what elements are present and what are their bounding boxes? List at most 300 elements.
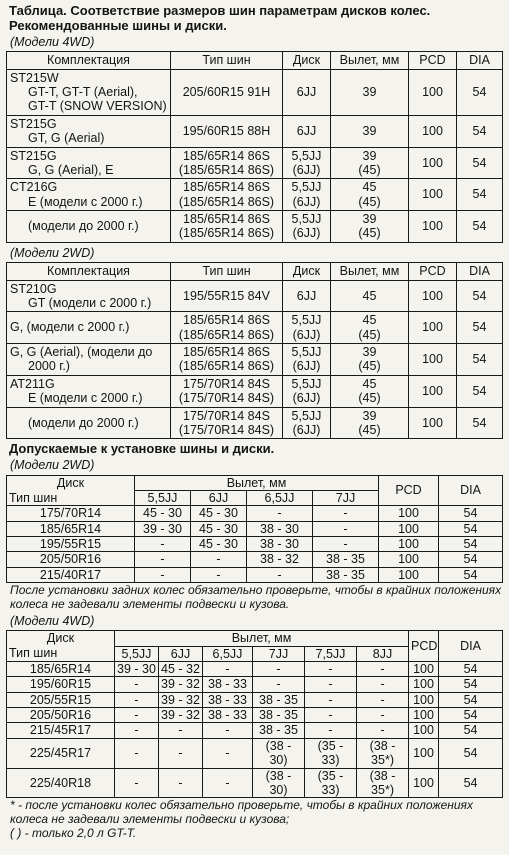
offset-value: 39 [362,408,377,423]
column-header: Комплектация [7,52,171,69]
offset-value: 45 [362,180,377,195]
trim-line: G, G (Aerial), E [28,162,114,177]
tire-value: 205/60R15 91H [182,85,271,99]
value-cell: (38 - 30) [253,738,305,768]
value-cell: - [357,708,409,723]
value-cell: 38 - 30 [247,537,313,552]
offset-cell [331,312,409,344]
pcd-cell: 100 [409,344,457,376]
value-cell: - [305,677,357,692]
value-cell: 54 [439,677,503,692]
value-cell: (35 - 33) [305,768,357,798]
value-cell: - [135,552,191,567]
value-cell: 39 - 32 [159,677,203,692]
dia-cell: 54 [457,407,503,439]
tire-value: 195/60R15 88H [182,123,271,138]
value-cell: - [305,723,357,738]
table-header-row [7,52,503,69]
tire-value: (175/70R14 84S) [178,391,275,406]
tire-cell [171,344,283,376]
column-header: Тип шин [171,52,283,69]
value-cell: - [313,521,379,536]
pcd-header: PCD [409,631,439,662]
table-row [7,115,503,147]
table-row [7,375,503,407]
trim-line: AT211G [10,376,55,391]
offset-header: Вылет, мм [115,631,409,646]
table-row [7,552,503,567]
value-cell: 38 - 33 [203,708,253,723]
width-header: 7JJ [313,490,379,505]
pcd-cell: 100 [409,312,457,344]
table3-models-label: (Модели 2WD) [10,458,95,473]
value-cell: - [313,537,379,552]
tire-value: (185/65R14 86S) [178,359,275,374]
trim-line: GT, G (Aerial) [28,131,105,146]
value-cell: - [305,661,357,676]
value-cell: 45 - 30 [135,506,191,521]
tire-size-cell: 195/55R15 [7,537,135,552]
value-cell: - [159,768,203,798]
value-cell: - [247,567,313,582]
disk-value: (6JJ) [292,327,321,342]
offset-cell [331,280,409,312]
width-header: 6JJ [191,490,247,505]
tire-value: 185/65R14 86S [183,180,270,195]
value-cell: 100 [409,723,439,738]
width-header: 6JJ [159,646,203,661]
column-header: Тип шин [171,263,283,280]
value-cell: 100 [409,708,439,723]
value-cell: - [357,661,409,676]
disk-value: 6JJ [296,123,317,138]
value-cell: - [305,708,357,723]
table-row [7,179,503,211]
value-cell: - [313,506,379,521]
dia-cell: 54 [457,375,503,407]
table-row [7,506,503,521]
value-cell: 38 - 35 [313,552,379,567]
disk-value: (6JJ) [292,359,321,374]
value-cell: 54 [439,708,503,723]
value-cell: 54 [439,552,503,567]
trim-cell [7,407,171,439]
disk-cell [283,115,331,147]
disk-value: 5,5JJ [291,148,322,163]
table2-models-label: (Модели 2WD) [10,245,95,260]
column-header: PCD [409,52,457,69]
table-row [7,211,503,243]
value-cell: - [191,552,247,567]
tire-value: 185/65R14 86S [183,212,270,226]
offset-value: 45 [362,313,377,328]
tire-size-cell: 205/50R16 [7,552,135,567]
offset-value: 39 [362,85,377,99]
column-header: DIA [457,263,503,280]
width-header: 8JJ [357,646,409,661]
disk-cell [283,179,331,211]
disk-value: (6JJ) [292,162,321,177]
value-cell: 38 - 32 [247,552,313,567]
value-cell: - [203,738,253,768]
tire-cell [171,147,283,179]
trim-cell [7,375,171,407]
pcd-cell: 100 [409,69,457,115]
pcd-header: PCD [379,475,439,506]
disk-value: 6JJ [296,288,317,303]
tire-value: 185/65R14 86S [183,148,270,163]
value-cell: 54 [439,661,503,676]
table-header-row [7,263,503,280]
dia-header: DIA [439,631,503,662]
disk-value: 5,5JJ [291,180,322,195]
value-cell: 38 - 35 [253,723,305,738]
value-cell: 100 [409,677,439,692]
tire-value: (175/70R14 84S) [178,422,275,437]
value-cell: - [135,567,191,582]
width-header: 5,5JJ [135,490,191,505]
value-cell: - [203,723,253,738]
value-cell: 54 [439,738,503,768]
tire-size-cell: 215/40R17 [7,567,135,582]
value-cell: - [135,537,191,552]
page-title [9,4,503,34]
tire-size-cell: 215/45R17 [7,723,115,738]
trim-cell [7,115,171,147]
column-header: Комплектация [7,263,171,280]
value-cell: - [357,677,409,692]
value-cell: 54 [439,506,503,521]
value-cell: (38 - 35*) [357,738,409,768]
pcd-cell: 100 [409,375,457,407]
table-recommended-2wd [6,262,503,439]
value-cell: 54 [439,521,503,536]
table-row [7,280,503,312]
width-header: 7JJ [253,646,305,661]
trim-line: (модели до 2000 г.) [28,415,139,430]
trim-line: ST215G [10,148,57,163]
offset-value: 39 [362,212,377,226]
offset-value: 45 [362,376,377,391]
disk-value: 5,5JJ [291,345,322,359]
offset-cell [331,407,409,439]
trim-cell [7,280,171,312]
value-cell: 100 [379,521,439,536]
table-row [7,723,503,738]
value-cell: 100 [409,768,439,798]
tire-cell [171,115,283,147]
trim-line: CT216G [10,180,58,195]
disk-cell [283,211,331,243]
dia-cell: 54 [457,69,503,115]
title-line-2: Рекомендованные шины и диски. [9,17,227,33]
value-cell: - [357,723,409,738]
tire-cell [171,375,283,407]
dia-header: DIA [439,475,503,506]
column-header: Диск [283,52,331,69]
tire-value: 185/65R14 86S [183,313,270,328]
value-cell: - [191,567,247,582]
disk-value: 5,5JJ [291,376,322,391]
value-cell: 54 [439,723,503,738]
offset-value: 45 [362,288,377,303]
column-header: Вылет, мм [331,263,409,280]
value-cell: - [247,506,313,521]
table-row [7,344,503,376]
table-row [7,407,503,439]
tire-value: 175/70R14 84S [183,408,270,423]
tire-cell [171,179,283,211]
value-cell: 38 - 30 [247,521,313,536]
column-header: Вылет, мм [331,52,409,69]
value-cell: - [115,708,159,723]
value-cell: 54 [439,537,503,552]
table-row [7,708,503,723]
tire-size-cell: 195/60R15 [7,677,115,692]
value-cell: 54 [439,567,503,582]
title-line-1: Таблица. Соответствие размеров шин параметрам дисков колес. [9,3,431,18]
trim-cell [7,147,171,179]
offset-header: Вылет, мм [135,475,379,490]
value-cell: - [203,768,253,798]
disk-cell [283,280,331,312]
value-cell: 38 - 35 [313,567,379,582]
footnote-asterisk: * - после установки колес обязательно проверьте, чтобы в крайних положениях колеса не задевали элементы подвески и кузова; [10,798,473,827]
tire-cell [171,312,283,344]
table-row [7,692,503,707]
disk-value: (6JJ) [292,194,321,209]
offset-cell [331,69,409,115]
pcd-cell: 100 [409,280,457,312]
trim-cell [7,179,171,211]
offset-cell [331,147,409,179]
pcd-cell: 100 [409,115,457,147]
value-cell: 38 - 35 [253,708,305,723]
table1-models-label: (Модели 4WD) [10,34,95,49]
offset-value: (45) [358,226,381,241]
value-cell: 100 [379,567,439,582]
value-cell: 45 - 30 [191,521,247,536]
offset-cell [331,179,409,211]
disk-value: (6JJ) [292,226,321,241]
offset-value: 39 [362,345,377,359]
disk-cell [283,344,331,376]
disk-value: 6JJ [296,85,317,99]
value-cell: - [115,768,159,798]
disk-label-cell: Диск [7,475,135,490]
table4-models-label: (Модели 4WD) [10,613,95,628]
table-row [7,738,503,768]
value-cell: 39 - 30 [135,521,191,536]
offset-value: 39 [362,148,377,163]
pcd-cell: 100 [409,211,457,243]
value-cell: - [115,692,159,707]
tire-label-cell: Тип шин [7,646,115,661]
table-recommended-4wd [6,51,503,243]
pcd-cell: 100 [409,179,457,211]
value-cell: 100 [379,506,439,521]
table-allowed-2wd [6,475,503,584]
column-header: DIA [457,52,503,69]
tire-size-cell: 185/65R14 [7,521,135,536]
value-cell: 38 - 33 [203,692,253,707]
note-rear-wheels: После установки задних колес обязательно проверьте, чтобы в крайних положениях колеса не задевали элементы подвески и кузова. [10,583,502,611]
tire-cell [171,211,283,243]
value-cell: 100 [379,552,439,567]
dia-cell: 54 [457,344,503,376]
value-cell: - [357,692,409,707]
width-header: 5,5JJ [115,646,159,661]
trim-line: E (модели с 2000 г.) [28,391,143,406]
dia-cell: 54 [457,312,503,344]
section-allowed-title: Допускаемые к установке шины и диски. [9,441,275,457]
tire-label-cell: Тип шин [7,490,135,505]
value-cell: - [115,723,159,738]
value-cell: - [159,738,203,768]
value-cell: 45 - 30 [191,506,247,521]
tire-value: 195/55R15 84V [183,288,270,303]
tire-value: 185/65R14 86S [183,345,270,359]
trim-line: ST215G [10,116,57,131]
trim-cell [7,211,171,243]
offset-value: (45) [358,327,381,342]
offset-value: 39 [362,123,377,138]
value-cell: 38 - 35 [253,692,305,707]
value-cell: - [159,723,203,738]
value-cell: 100 [409,661,439,676]
tire-size-cell: 185/65R14 [7,661,115,676]
value-cell: 54 [439,692,503,707]
disk-cell [283,69,331,115]
value-cell: - [115,738,159,768]
tire-value: 175/70R14 84S [183,376,270,391]
dia-cell: 54 [457,147,503,179]
offset-cell [331,115,409,147]
disk-cell [283,312,331,344]
table-row [7,567,503,582]
value-cell: - [305,692,357,707]
value-cell: 45 - 30 [191,537,247,552]
value-cell: 39 - 32 [159,708,203,723]
trim-line: ST215W [10,70,59,85]
value-cell: - [253,661,305,676]
dia-cell: 54 [457,115,503,147]
dia-cell: 54 [457,179,503,211]
disk-cell [283,147,331,179]
trim-line: (модели до 2000 г.) [28,219,139,234]
pcd-cell: 100 [409,407,457,439]
tire-cell [171,280,283,312]
tire-value: (185/65R14 86S) [178,194,275,209]
value-cell: (38 - 30) [253,768,305,798]
width-header: 6,5JJ [203,646,253,661]
offset-cell [331,375,409,407]
trim-line: GT-T, GT-T (Aerial), [28,85,138,99]
tire-value: (185/65R14 86S) [178,162,275,177]
trim-line: G, G (Aerial), (модели до [10,345,153,359]
trim-line: GT-T (SNOW VERSION) [28,99,167,114]
disk-value: 5,5JJ [291,313,322,328]
trim-line: ST210G [10,281,57,296]
value-cell: (35 - 33) [305,738,357,768]
table-row [7,147,503,179]
tire-cell [171,69,283,115]
table-row [7,312,503,344]
offset-cell [331,344,409,376]
tire-value: (185/65R14 86S) [178,226,275,241]
disk-value: (6JJ) [292,422,321,437]
offset-value: (45) [358,359,381,374]
column-header: PCD [409,263,457,280]
trim-line: 2000 г.) [28,359,70,374]
disk-value: (6JJ) [292,391,321,406]
offset-value: (45) [358,162,381,177]
value-cell: 38 - 33 [203,677,253,692]
trim-line: G, (модели с 2000 г.) [10,320,130,335]
tire-size-cell: 225/45R17 [7,738,115,768]
value-cell: 39 - 30 [115,661,159,676]
table-row [7,521,503,536]
value-cell: 100 [409,692,439,707]
footnote-parentheses: ( ) - только 2,0 л GT-T. [10,825,137,840]
value-cell: 100 [379,537,439,552]
offset-cell [331,211,409,243]
disk-cell [283,375,331,407]
value-cell: 39 - 32 [159,692,203,707]
offset-value: (45) [358,422,381,437]
table-row [7,661,503,676]
tire-size-cell: 225/40R18 [7,768,115,798]
value-cell: - [253,677,305,692]
offset-value: (45) [358,391,381,406]
disk-cell [283,407,331,439]
header-row-1 [7,475,503,490]
trim-line: GT (модели с 2000 г.) [28,295,152,310]
disk-value: 5,5JJ [291,212,322,226]
trim-cell [7,69,171,115]
width-header: 7,5JJ [305,646,357,661]
table-row [7,677,503,692]
value-cell: 54 [439,768,503,798]
pcd-cell: 100 [409,147,457,179]
header-row-1 [7,631,503,646]
table-row [7,69,503,115]
trim-cell [7,312,171,344]
value-cell: 45 - 32 [159,661,203,676]
value-cell: 100 [409,738,439,768]
table-allowed-4wd [6,630,503,798]
tire-value: (185/65R14 86S) [178,327,275,342]
trim-cell [7,344,171,376]
tire-size-cell: 205/55R15 [7,692,115,707]
value-cell: - [115,677,159,692]
table-row [7,537,503,552]
value-cell: - [203,661,253,676]
disk-label-cell: Диск [7,631,115,646]
trim-line: E (модели с 2000 г.) [28,194,143,209]
tire-cell [171,407,283,439]
width-header: 6,5JJ [247,490,313,505]
offset-value: (45) [358,194,381,209]
tire-size-cell: 205/50R16 [7,708,115,723]
dia-cell: 54 [457,211,503,243]
column-header: Диск [283,263,331,280]
value-cell: (38 - 35*) [357,768,409,798]
dia-cell: 54 [457,280,503,312]
disk-value: 5,5JJ [291,408,322,423]
tire-size-cell: 175/70R14 [7,506,135,521]
table-row [7,768,503,798]
